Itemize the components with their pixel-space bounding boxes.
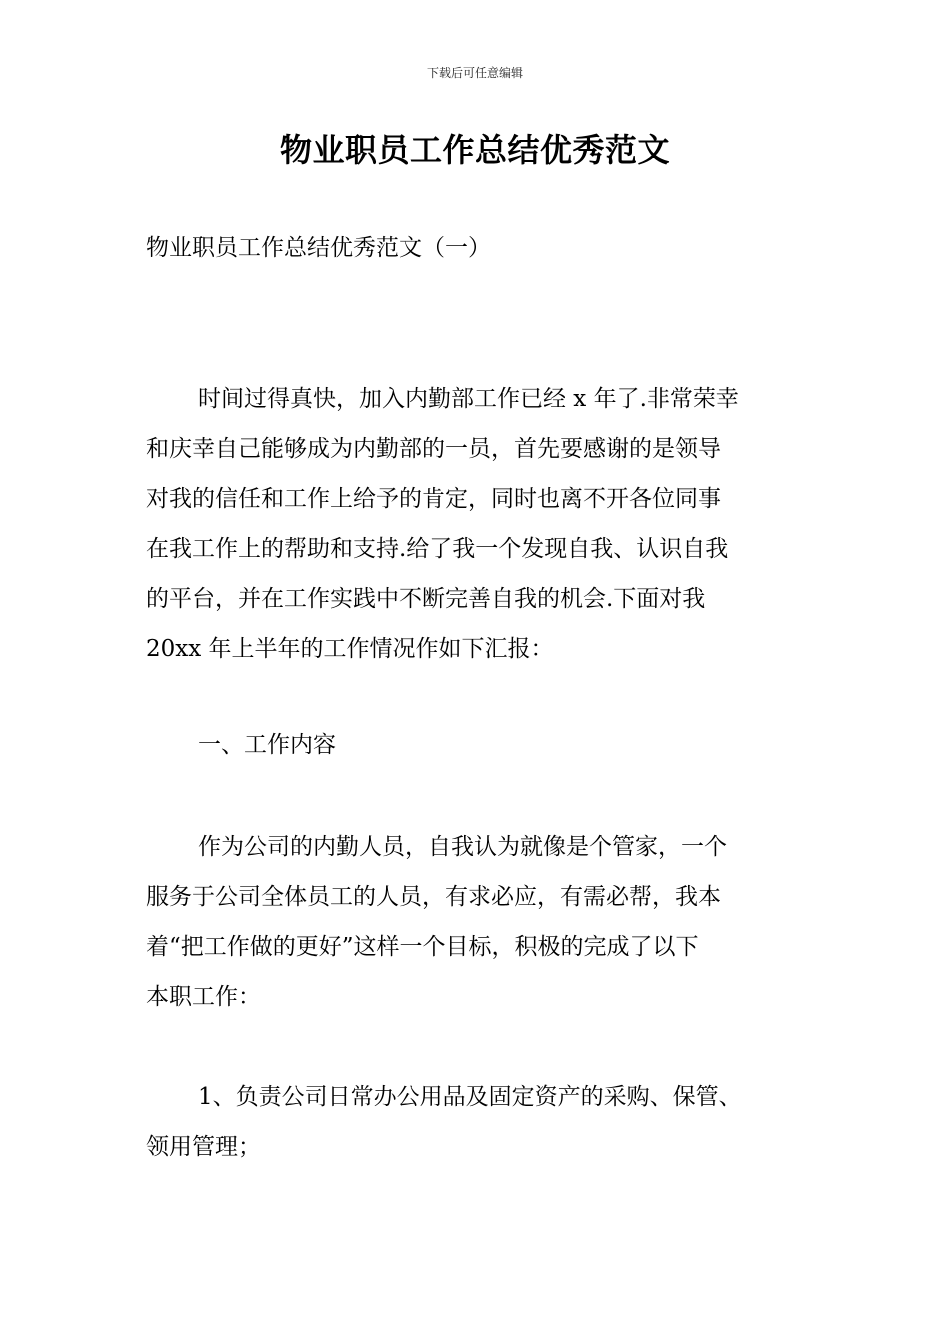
document-title: 物业职员工作总结优秀范文: [279, 131, 670, 169]
section-heading: [146, 720, 816, 770]
paragraph-line: 作为公司的内勤人员，自我认为就像是个管家，一个: [198, 834, 727, 860]
paragraph-line: 着“把工作做的更好”这样一个目标，积极的完成了以下: [146, 934, 699, 960]
heading-line: 一、工作内容: [198, 732, 336, 758]
paragraph-line: 1、负责公司日常办公用品及固定资产的采购、保管、: [198, 1084, 742, 1110]
paragraph-line: 的平台，并在工作实践中不断完善自我的机会.下面对我: [146, 586, 706, 612]
paragraph-line: 在我工作上的帮助和支持.给了我一个发现自我、认识自我: [146, 536, 729, 562]
list-item-1: [146, 1072, 816, 1172]
header-note: 下载后可任意编辑: [426, 66, 523, 80]
paragraph-line: 对我的信任和工作上给予的肯定，同时也离不开各位同事: [146, 486, 721, 512]
paragraph-intro: [146, 374, 816, 674]
paragraph-line: 服务于公司全体员工的人员，有求必应，有需必帮，我本: [146, 884, 721, 910]
paragraph-line: 本职工作：: [146, 984, 261, 1010]
section-subtitle: 物业职员工作总结优秀范文（一）: [146, 235, 491, 261]
paragraph-line: 20xx 年上半年的工作情况作如下汇报：: [146, 636, 554, 662]
paragraph-line: 领用管理；: [146, 1134, 261, 1160]
paragraph-line: 时间过得真快，加入内勤部工作已经 x 年了.非常荣幸: [198, 386, 739, 412]
paragraph-line: 和庆幸自己能够成为内勤部的一员，首先要感谢的是领导: [146, 436, 721, 462]
paragraph-work-content: [146, 822, 816, 1022]
